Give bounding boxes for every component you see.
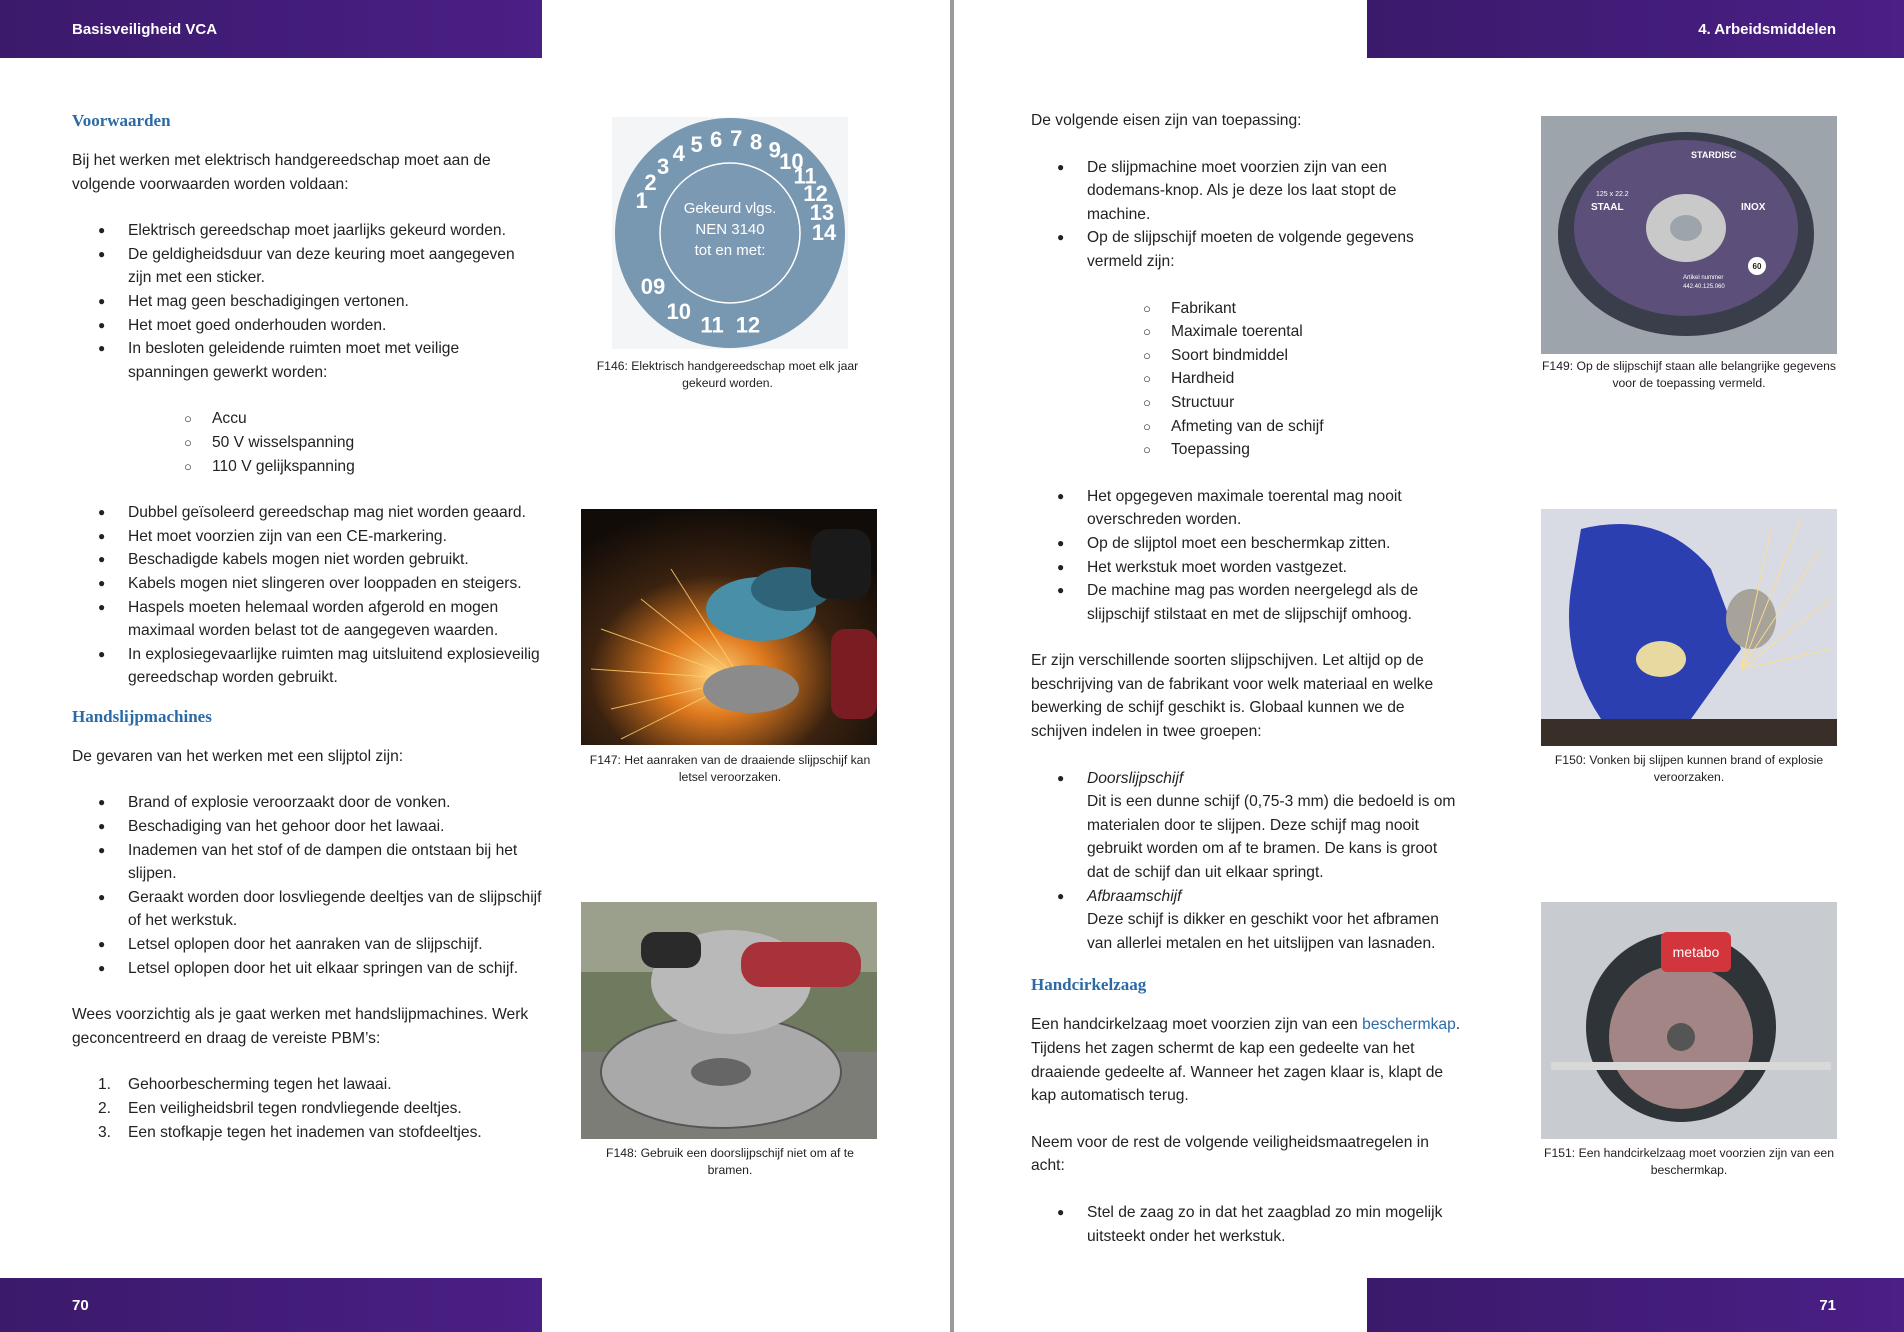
sticker-month-number: 13 <box>809 199 835 225</box>
bullet-list <box>72 791 542 980</box>
list-item: ● Letsel oplopen door het uit elkaar springen van de schijf. <box>72 957 542 981</box>
list-item <box>72 337 542 478</box>
sticker-month-number: 14 <box>811 220 837 245</box>
bullet-list <box>72 219 542 690</box>
left-header-band <box>0 0 542 58</box>
figure-grinder-sparks <box>581 509 877 745</box>
sub-list-item: ○ Toepassing <box>1087 438 1461 462</box>
list-item-text: Op de slijpschijf moeten de volgende gegevens vermeld zijn: <box>1087 229 1414 270</box>
item-number: 2. <box>98 1100 112 1117</box>
page-number: 71 <box>1819 1296 1836 1314</box>
sticker-month-number: 2 <box>644 169 657 195</box>
figure-caption: F150: Vonken bij slijpen kunnen brand of explosie veroorzaken. <box>1554 753 1824 784</box>
sticker-month-number: 6 <box>710 127 723 153</box>
beschermkap-link[interactable]: beschermkap <box>1362 1016 1456 1034</box>
grinder-sparks-image <box>581 509 877 745</box>
sticker-year-number: 11 <box>700 312 724 338</box>
list-item: ● De geldigheidsduur van deze keuring moet aangegeven zijn met een sticker. <box>72 243 542 290</box>
list-item: ● Haspels moeten helemaal worden afgerold en mogen maximaal worden belast tot de aangegeven waarden. <box>72 596 542 643</box>
paragraph: De gevaren van het werken met een slijptol zijn: <box>72 747 404 765</box>
item-text: Een stofkapje tegen het inademen van stofdeeltjes. <box>128 1123 482 1141</box>
numbered-list <box>72 1073 542 1144</box>
list-item: ● Letsel oplopen door het aanraken van de slijpschijf. <box>72 933 542 957</box>
list-item: ● Inademen van het stof of de dampen die ontstaan bij het slijpen. <box>72 839 542 886</box>
paragraph: Er zijn verschillende soorten slijpschijven. Let altijd op de beschrijving van de fabrikant voor welk materiaal en welke bewerking de schijf geschikt is. Globaal kunnen we de schijven indelen in twee groepen: <box>1031 652 1434 741</box>
section-title-voorwaarden: Voorwaarden <box>72 111 171 130</box>
sub-list-item: ○ Afmeting van de schijf <box>1087 415 1461 439</box>
chapter-title: 4. Arbeidsmiddelen <box>1698 20 1836 38</box>
sub-list <box>128 407 542 478</box>
disc-grit: 60 <box>1752 262 1762 271</box>
bullet-list <box>1031 156 1461 627</box>
paragraph: Bij het werken met elektrisch handgereedschap moet aan de volgende voorwaarden worden voldaan: <box>72 152 491 193</box>
figure-caption: F147: Het aanraken van de draaiende slijpschijf kan letsel veroorzaken. <box>589 753 871 784</box>
right-header-band <box>1367 0 1904 58</box>
disc-material-1: STAAL <box>1591 202 1624 213</box>
inspection-sticker-image <box>612 117 848 349</box>
disc-article-label: Artikel nummer <box>1683 275 1724 281</box>
saw-brand: metabo <box>1672 944 1720 960</box>
list-item: ● Het mag geen beschadigingen vertonen. <box>72 290 542 314</box>
list-item: ● Dubbel geïsoleerd gereedschap mag niet worden geaard. <box>72 501 542 525</box>
circular-saw-image <box>1541 902 1837 1139</box>
list-item: ● Op de slijptol moet een beschermkap zitten. <box>1031 532 1461 556</box>
left-footer-band <box>0 1278 542 1332</box>
list-item: ● Geraakt worden door losvliegende deeltjes van de slijpschijf of het werkstuk. <box>72 886 542 933</box>
sticker-year-number: 12 <box>735 312 761 338</box>
list-item <box>1031 767 1461 885</box>
sticker-month-number: 4 <box>672 141 685 167</box>
section-title-handslijpmachines: Handslijpmachines <box>72 706 212 726</box>
sub-list-item: ○ 110 V gelijkspanning <box>128 455 542 479</box>
disc-type-title: Doorslijpschijf <box>1087 769 1184 787</box>
sub-list-item: ○ 50 V wisselspanning <box>128 431 542 455</box>
list-item: ● Kabels mogen niet slingeren over looppaden en steigers. <box>72 572 542 596</box>
sticker-month-number: 8 <box>750 129 763 155</box>
flap-disc-image <box>1541 116 1837 354</box>
bullet-list <box>1031 1201 1461 1248</box>
sub-list-item: ○ Fabrikant <box>1087 297 1461 321</box>
item-text: Gehoorbescherming tegen het lawaai. <box>128 1076 392 1094</box>
sticker-month-number: 11 <box>793 163 817 189</box>
figure-caption: F151: Een handcirkelzaag moet voorzien zijn van een beschermkap. <box>1544 1146 1834 1177</box>
left-text-column <box>72 109 542 1167</box>
list-item <box>1031 226 1461 461</box>
list-item: ● Beschadiging van het gehoor door het lawaai. <box>72 815 542 839</box>
sub-list-item: ○ Maximale toerental <box>1087 320 1461 344</box>
sticker-month-number: 3 <box>656 153 670 179</box>
item-text: Een veiligheidsbril tegen rondvliegende deeltjes. <box>128 1100 462 1117</box>
figure-caption: F146: Elektrisch handgereedschap moet elk jaar gekeurd worden. <box>596 359 859 390</box>
right-text-column <box>1031 109 1461 1271</box>
list-item: ● Brand of explosie veroorzaakt door de vonken. <box>72 791 542 815</box>
book-title: Basisveiligheid VCA <box>72 20 218 38</box>
sticker-year-number: 10 <box>666 298 692 324</box>
figure-caption: F149: Op de slijpschijf staan alle belangrijke gegevens voor de toepassing vermeld. <box>1541 359 1837 390</box>
disc-types-list <box>1031 767 1461 956</box>
sub-list-item: ○ Soort bindmiddel <box>1087 344 1461 368</box>
text-span: . Tijdens het zagen schermt de kap een gedeelte van het draaiende gedeelte af. Wanneer het zagen klaar is, klapt de kap automatisch terug. <box>1031 1016 1461 1105</box>
sticker-month-number: 7 <box>730 126 743 152</box>
text-span: Een handcirkelzaag moet voorzien zijn van een <box>1031 1016 1363 1034</box>
sub-list-item: ○ Structuur <box>1087 391 1461 415</box>
paragraph: Neem voor de rest de volgende veiligheidsmaatregelen in acht: <box>1031 1133 1429 1175</box>
sticker-month-number: 1 <box>635 187 648 213</box>
paragraph <box>1031 1013 1461 1107</box>
sticker-month-number: 10 <box>779 148 804 174</box>
list-item: ● Stel de zaag zo in dat het zaagblad zo min mogelijk uitsteekt onder het werkstuk. <box>1031 1201 1461 1248</box>
left-page <box>0 0 950 1332</box>
list-item: ● Het moet voorzien zijn van een CE-markering. <box>72 525 542 549</box>
figure-circular-saw <box>1541 902 1837 1139</box>
grinder-disc-image <box>581 902 877 1139</box>
sticker-year-number: 09 <box>640 273 666 299</box>
right-footer-band <box>1367 1278 1904 1332</box>
item-number: 1. <box>98 1076 112 1094</box>
numbered-item <box>72 1097 542 1121</box>
list-item: ● In explosiegevaarlijke ruimten mag uitsluitend explosieveilig gereedschap worden gebruikt. <box>72 643 542 690</box>
disc-type-title: Afbraamschijf <box>1087 887 1182 905</box>
sticker-month-number: 9 <box>768 137 781 163</box>
sticker-month-number: 12 <box>803 180 828 206</box>
numbered-item <box>72 1073 542 1097</box>
paragraph: Wees voorzichtig als je gaat werken met handslijpmachines. Werk geconcentreerd en draag de vereiste PBM’s: <box>72 1006 529 1047</box>
list-item: ● Het moet goed onderhouden worden. <box>72 314 542 338</box>
right-page <box>954 0 1904 1332</box>
sticker-line-3: tot en met: <box>694 242 766 259</box>
list-item: ● Het werkstuk moet worden vastgezet. <box>1031 556 1461 580</box>
figure-grinder-disc <box>581 902 877 1139</box>
list-item: ● De slijpmachine moet voorzien zijn van een dodemans-knop. Als je deze los laat stopt de machine. <box>1031 156 1461 227</box>
figure-caption: F148: Gebruik een doorslijpschijf niet om af te bramen. <box>606 1146 854 1177</box>
figure-flap-disc <box>1541 116 1837 354</box>
page-number: 70 <box>72 1296 89 1314</box>
section-title-handcirkelzaag: Handcirkelzaag <box>1031 975 1147 995</box>
sticker-month-number: 5 <box>690 132 703 158</box>
figure-worker-sparks <box>1541 509 1837 746</box>
disc-type-text: Dit is een dunne schijf (0,75-3 mm) die bedoeld is om materialen door te slijpen. Deze schijf mag nooit gebruikt worden om af te bramen. De kans is groot dat de schijf dan uit elkaar springt. <box>1087 793 1456 882</box>
numbered-item <box>72 1121 542 1145</box>
sticker-line-2: NEN 3140 <box>695 221 765 238</box>
disc-type-text: Deze schijf is dikker en geschikt voor het afbramen van allerlei metalen en het uitslijpen van lasnaden. <box>1087 911 1439 952</box>
list-item <box>1031 885 1461 956</box>
list-item-text: In besloten geleidende ruimten moet met veilige spanningen gewerkt worden: <box>128 340 460 381</box>
worker-sparks-image <box>1541 509 1837 746</box>
paragraph: De volgende eisen zijn van toepassing: <box>1031 112 1302 129</box>
list-item: ● Elektrisch gereedschap moet jaarlijks gekeurd worden. <box>72 219 542 243</box>
list-item: ● De machine mag pas worden neergelegd als de slijpschijf stilstaat en met de slijpschijf omhoog. <box>1031 579 1461 626</box>
figure-inspection-sticker <box>612 117 848 349</box>
sub-list-item: ○ Hardheid <box>1087 367 1461 391</box>
item-number: 3. <box>98 1123 112 1141</box>
sub-list <box>1087 297 1461 462</box>
sticker-line-1: Gekeurd vlgs. <box>683 200 777 217</box>
list-item: ● Het opgegeven maximale toerental mag nooit overschreden worden. <box>1031 485 1461 532</box>
disc-brand: STARDISC <box>1691 150 1737 160</box>
disc-article-code: 442.40.125.060 <box>1683 284 1725 290</box>
disc-material-2: INOX <box>1741 202 1766 213</box>
sub-list-item: ○ Accu <box>128 407 542 431</box>
disc-spec: 125 x 22.2 <box>1596 191 1629 198</box>
list-item: ● Beschadigde kabels mogen niet worden gebruikt. <box>72 548 542 572</box>
